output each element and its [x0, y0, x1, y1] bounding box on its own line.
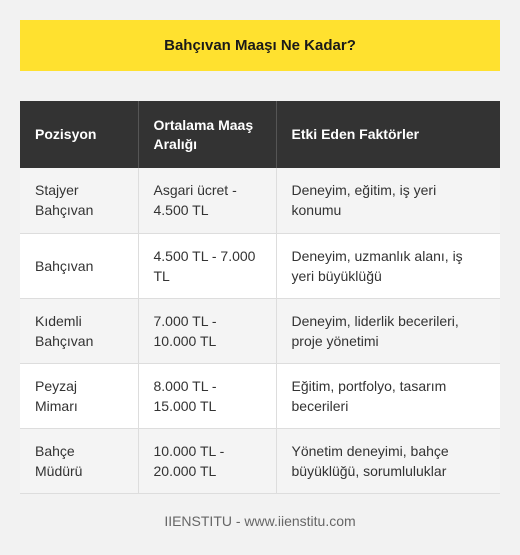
cell-position: Kıdemli Bahçıvan — [20, 298, 138, 363]
table-row — [20, 233, 500, 298]
header-salary-range: Ortalama Maaş Aralığı — [138, 101, 276, 168]
cell-salary-range: 8.000 TL - 15.000 TL — [138, 363, 276, 428]
salary-table — [20, 101, 500, 494]
header-factors: Etki Eden Faktörler — [276, 101, 500, 168]
header-row — [20, 101, 500, 168]
cell-salary-range: 10.000 TL - 20.000 TL — [138, 428, 276, 493]
cell-position: Stajyer Bahçıvan — [20, 168, 138, 233]
cell-position: Bahçe Müdürü — [20, 428, 138, 493]
table-body — [20, 168, 500, 493]
table-row — [20, 168, 500, 233]
table-row — [20, 428, 500, 493]
cell-salary-range: 7.000 TL - 10.000 TL — [138, 298, 276, 363]
header-position: Pozisyon — [20, 101, 138, 168]
cell-factors: Yönetim deneyimi, bahçe büyüklüğü, sorumluluklar — [276, 428, 500, 493]
table-row — [20, 363, 500, 428]
cell-position: Bahçıvan — [20, 233, 138, 298]
table-header — [20, 101, 500, 168]
page-title: Bahçıvan Maaşı Ne Kadar? — [20, 20, 500, 71]
cell-salary-range: Asgari ücret - 4.500 TL — [138, 168, 276, 233]
cell-factors: Deneyim, liderlik becerileri, proje yönetimi — [276, 298, 500, 363]
cell-factors: Deneyim, eğitim, iş yeri konumu — [276, 168, 500, 233]
cell-position: Peyzaj Mimarı — [20, 363, 138, 428]
cell-salary-range: 4.500 TL - 7.000 TL — [138, 233, 276, 298]
cell-factors: Deneyim, uzmanlık alanı, iş yeri büyüklüğü — [276, 233, 500, 298]
cell-factors: Eğitim, portfolyo, tasarım becerileri — [276, 363, 500, 428]
table-row — [20, 298, 500, 363]
footer-credit: IIENSTITU - www.iienstitu.com — [164, 513, 356, 529]
